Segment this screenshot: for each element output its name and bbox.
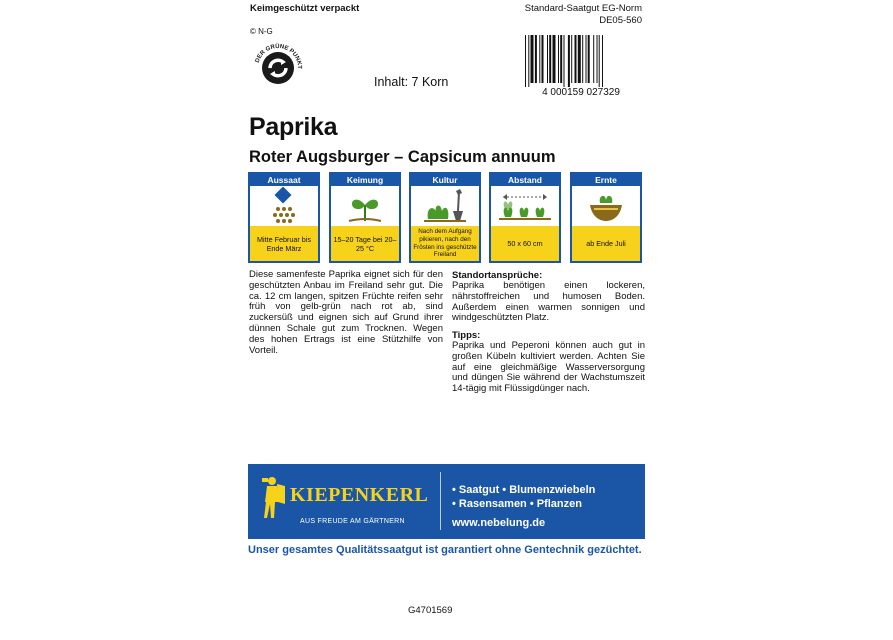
tile-text: Nach dem Aufgang pikieren, nach den Frösten ins geschützte Freiland xyxy=(411,226,479,261)
standard-line2: DE05-560 xyxy=(599,15,642,26)
standard-norm xyxy=(525,3,642,27)
article-code: G4701569 xyxy=(408,605,453,616)
barcode-number: 4 000159 027329 xyxy=(542,87,620,97)
tile-text: 50 x 60 cm xyxy=(491,226,559,261)
banner-line2: • Rasensamen • Pflanzen xyxy=(452,498,582,510)
seed-packet-icon xyxy=(250,186,318,226)
product-title: Paprika xyxy=(249,113,338,141)
content-amount: Inhalt: 7 Korn xyxy=(374,75,449,89)
tips-heading: Tipps: xyxy=(452,330,481,341)
copyright-label: © N-G xyxy=(250,27,273,36)
green-dot-logo-icon xyxy=(250,38,306,94)
tile-harvest xyxy=(570,172,642,263)
site-heading: Standortansprüche: xyxy=(452,270,543,281)
brand-tagline: AUS FREUDE AM GÄRTNERN xyxy=(300,518,405,525)
tile-heading: Aussaat xyxy=(250,174,318,186)
tile-germination xyxy=(329,172,401,263)
spacing-icon xyxy=(491,186,559,226)
banner-url[interactable]: www.nebelung.de xyxy=(452,517,546,529)
product-subtitle: Roter Augsburger – Capsicum annuum xyxy=(249,148,556,166)
tile-sowing xyxy=(248,172,320,263)
tile-text: Mitte Februar bis Ende März xyxy=(250,226,318,261)
kiepenkerl-figure-icon xyxy=(258,474,288,520)
tile-heading: Abstand xyxy=(491,174,559,186)
brand-name: KIEPENKERL xyxy=(290,484,429,506)
seedling-icon xyxy=(331,186,399,226)
tile-spacing xyxy=(489,172,561,263)
green-dot-text: DER GRÜNE PUNKT xyxy=(254,43,303,70)
tile-heading: Keimung xyxy=(331,174,399,186)
tile-culture xyxy=(409,172,481,263)
banner-line1: • Saatgut • Blumenzwiebeln xyxy=(452,484,596,496)
tips-text: Paprika und Peperoni können auch gut in großen Kübeln kultiviert werden. Achten Sie auf eine gleichmäßige Wasserversorgung und düngen Sie während der Wachstumszeit 14-tägig mit Flüssigdünger nach. xyxy=(452,340,645,395)
tile-heading: Ernte xyxy=(572,174,640,186)
tile-text: ab Ende Juli xyxy=(572,226,640,261)
standard-line1: Standard-Saatgut EG-Norm xyxy=(524,3,642,14)
plant-shovel-icon xyxy=(411,186,479,226)
harvest-bowl-icon xyxy=(572,186,640,226)
gmo-guarantee: Unser gesamtes Qualitätssaatgut ist garantiert ohne Gentechnik gezüchtet. xyxy=(248,544,642,556)
site-text: Paprika benötigen einen lockeren, nährstoffreichen und humosen Boden. Außerdem einen warmen sonnigen und windgeschützten Platz. xyxy=(452,280,645,324)
barcode-icon xyxy=(521,35,642,97)
tile-text: 15–20 Tage bei 20–25 °C xyxy=(331,226,399,261)
germ-protected-label: Keimgeschützt verpackt xyxy=(250,3,360,14)
description-text: Diese samenfeste Paprika eignet sich für den geschützten Anbau im Freiland sehr gut. Die ca. 12 cm langen, spitzen Früchte reifen sehr früh von gelb-grün nach rot ab, sind zuckersüß und eignen sich auf Grund ihrer dünnen Schale gut zum Trocknen. Wegen des hohen Ertrags ist eine Stützhilfe von Vorteil. xyxy=(249,269,443,356)
tile-heading: Kultur xyxy=(411,174,479,186)
banner-divider xyxy=(440,472,441,530)
